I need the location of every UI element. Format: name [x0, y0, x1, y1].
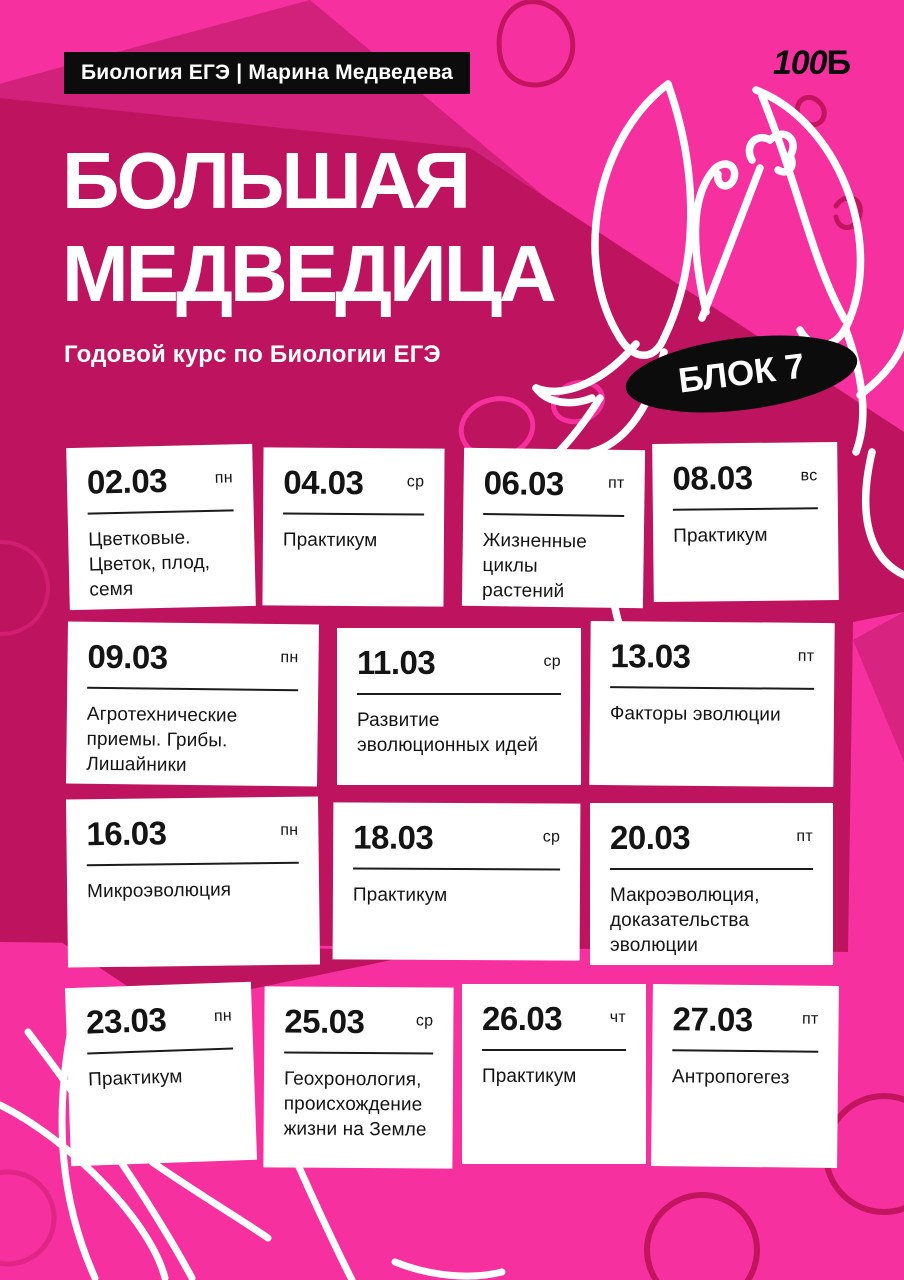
card-date: 27.03 [672, 1000, 753, 1039]
page-subtitle: Годовой курс по Биологии ЕГЭ [64, 341, 441, 368]
card-header [483, 466, 624, 503]
card-topic: Практикум [282, 529, 378, 551]
schedule-card [462, 448, 645, 609]
card-divider [283, 512, 424, 515]
card-divider [357, 693, 561, 695]
card-topic: Микроэволюция [86, 879, 232, 902]
card-date: 16.03 [86, 814, 167, 853]
card-header [283, 463, 425, 502]
card-weekday: пт [796, 828, 813, 845]
card-weekday: пт [797, 647, 815, 665]
card-divider [87, 861, 299, 866]
card-divider [483, 513, 624, 517]
card-topic: Геохронология, происхождение жизни на Земле [283, 1068, 427, 1141]
schedule-card [652, 442, 839, 602]
card-weekday: пн [280, 821, 299, 839]
card-topic: Развитие эволюционных идей [357, 709, 539, 756]
card-divider [353, 867, 560, 870]
card-header [87, 637, 299, 677]
card-divider [284, 1051, 433, 1054]
card-date: 18.03 [353, 818, 434, 856]
schedule-card [263, 986, 453, 1168]
schedule-card [65, 982, 257, 1166]
card-divider [87, 686, 298, 691]
card-weekday: пт [801, 1010, 819, 1028]
card-divider [482, 1049, 626, 1051]
logo-number: 100 [772, 44, 827, 82]
card-weekday: ср [543, 653, 561, 670]
card-date: 09.03 [87, 637, 168, 676]
schedule-card [589, 621, 834, 787]
card-topic: Практикум [673, 524, 768, 547]
card-date: 13.03 [610, 637, 691, 675]
title-line-2: МЕДВЕДИЦА [62, 229, 554, 318]
card-date: 06.03 [483, 464, 564, 503]
card-weekday: ср [542, 828, 561, 846]
card-header [672, 1002, 818, 1038]
school-logo [773, 44, 850, 83]
card-divider [87, 1047, 233, 1054]
card-weekday: вс [800, 467, 818, 485]
schedule-card [337, 628, 581, 785]
card-divider [672, 1049, 818, 1053]
logo-letter: Б [826, 44, 850, 82]
schedule-card [333, 802, 581, 960]
schedule-card [651, 984, 839, 1168]
card-weekday: пн [213, 1007, 233, 1026]
card-topic: Факторы эволюции [609, 702, 781, 726]
schedule-card [66, 444, 256, 610]
course-badge: Биология ЕГЭ | Марина Медведева [64, 52, 470, 94]
schedule-card [462, 984, 646, 1164]
schedule-card [262, 447, 444, 606]
schedule-card [66, 621, 319, 786]
card-divider [610, 868, 813, 870]
card-topic: Практикум [87, 1065, 183, 1091]
card-header [610, 821, 813, 856]
card-date: 25.03 [284, 1002, 365, 1041]
card-date: 08.03 [672, 458, 753, 497]
card-date: 04.03 [283, 463, 364, 502]
card-topic: Практикум [482, 1065, 577, 1087]
card-weekday: пн [280, 649, 299, 667]
title-line-1: БОЛЬШАЯ [62, 136, 469, 225]
card-header [86, 815, 298, 852]
card-header [86, 1000, 233, 1040]
card-weekday: пт [607, 474, 625, 492]
block-number-label: БЛОК 7 [676, 346, 807, 401]
card-header [482, 1002, 626, 1037]
card-date: 23.03 [85, 1000, 167, 1041]
card-topic: Жизненные циклы растений [481, 529, 588, 602]
schedule-card [590, 803, 833, 965]
card-header [353, 820, 560, 856]
card-topic: Агротехнические приемы. Грибы. Лишайники [86, 703, 238, 776]
card-header [610, 639, 814, 675]
card-divider [610, 686, 814, 690]
card-header [284, 1004, 433, 1040]
card-date: 11.03 [357, 644, 436, 681]
page-title [62, 134, 554, 320]
card-topic: Цветковые. Цветок, плод, семя [88, 526, 211, 601]
card-header [672, 460, 817, 496]
card-header [357, 646, 561, 681]
card-topic: Практикум [352, 884, 448, 906]
card-weekday: ср [406, 473, 425, 491]
schedule-card [66, 796, 320, 967]
card-date: 02.03 [86, 461, 168, 501]
card-divider [88, 509, 234, 514]
card-weekday: пн [214, 469, 234, 487]
card-topic: Макроэволюция, доказательства эволюции [610, 884, 760, 956]
card-weekday: ср [415, 1012, 434, 1030]
card-divider [673, 507, 818, 511]
card-weekday: чт [609, 1009, 626, 1026]
card-date: 20.03 [610, 819, 691, 856]
card-topic: Антропогегез [671, 1065, 790, 1089]
card-header [87, 462, 234, 500]
card-date: 26.03 [482, 1000, 563, 1037]
